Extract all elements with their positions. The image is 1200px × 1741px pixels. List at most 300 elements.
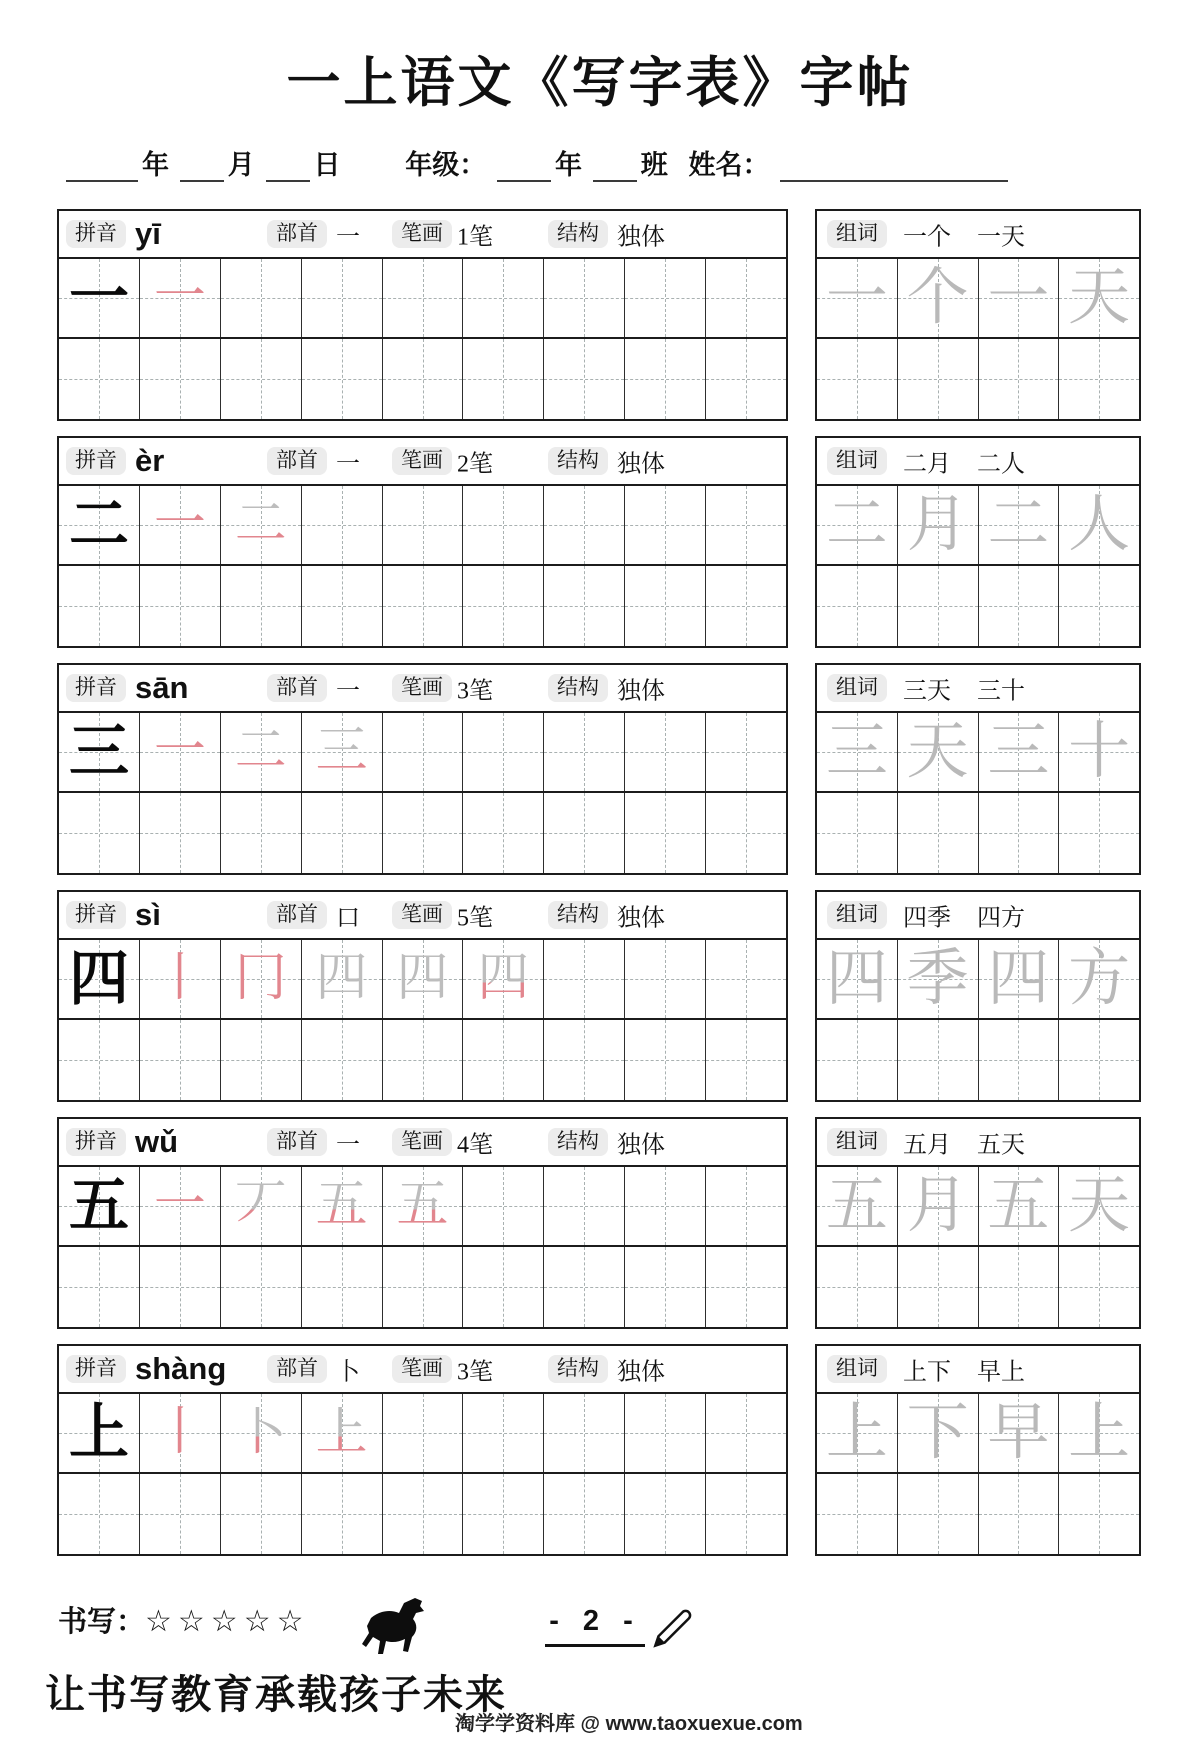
practice-cell [625, 1020, 706, 1100]
stroke-step-glyph: 三 [315, 723, 368, 780]
practice-cell [221, 1020, 302, 1100]
word-trace-cell [898, 486, 979, 564]
trace-glyph: 天 [906, 718, 969, 786]
trace-glyph: 一 [987, 264, 1050, 332]
watermark-text: 淘学学资料库 @ www.taoxuexue.com [455, 1713, 803, 1735]
practice-cell [1059, 1474, 1139, 1554]
practice-cell [898, 566, 979, 646]
word-pair [903, 671, 1051, 706]
word-trace-cell [898, 713, 979, 791]
stroke-order-cell [140, 713, 221, 791]
practice-cell [979, 1474, 1060, 1554]
slogan-text: 让书写教育承载孩子未来 [45, 1673, 507, 1717]
day-label: 日 [313, 150, 341, 180]
pinyin-badge: 拼音 [66, 674, 126, 702]
practice-cell [59, 566, 140, 646]
practice-cell [898, 1247, 979, 1327]
stroke-order-cell [302, 713, 383, 791]
stroke-step-glyph: 卜 [234, 1404, 287, 1461]
stroke-order-cell [221, 1394, 302, 1472]
pinyin-badge: 拼音 [66, 447, 126, 475]
word-trace-cell [1059, 486, 1139, 564]
trace-glyph: 三 [987, 718, 1050, 786]
practice-header [59, 665, 786, 713]
radical-badge: 部首 [267, 447, 327, 475]
structure-badge: 结构 [548, 1128, 608, 1156]
practice-cell [383, 1474, 464, 1554]
practice-cell [706, 1020, 786, 1100]
practice-cell [140, 1474, 221, 1554]
character-sections [57, 209, 1200, 1556]
strokes-value: 4笔 [457, 1132, 493, 1159]
practice-cell [706, 940, 786, 1018]
word: 一个 [903, 224, 951, 251]
strokes-value: 2笔 [457, 451, 493, 478]
pencil-icon [648, 1607, 694, 1658]
words-row [817, 940, 1139, 1020]
word-trace-cell [1059, 259, 1139, 337]
words-badge: 组词 [827, 447, 887, 475]
practice-cell [898, 1020, 979, 1100]
practice-row [59, 259, 786, 339]
practice-cell [221, 259, 302, 337]
practice-header [59, 438, 786, 486]
word-trace-cell [898, 940, 979, 1018]
strokes-badge: 笔画 [392, 1128, 452, 1156]
practice-cell [383, 486, 464, 564]
grade-label: 年级： [405, 150, 487, 180]
structure-badge: 结构 [548, 674, 608, 702]
structure-value: 独体 [617, 1359, 665, 1386]
word-trace-cell [1059, 1394, 1139, 1472]
words-block [815, 1117, 1141, 1329]
word-trace-cell [979, 713, 1060, 791]
practice-cell [302, 1474, 383, 1554]
practice-cell [817, 566, 898, 646]
character-section-五 [57, 1117, 1200, 1329]
stroke-order-cell [221, 1167, 302, 1245]
radical-badge: 部首 [267, 674, 327, 702]
practice-cell [463, 713, 544, 791]
stroke-order-cell [140, 486, 221, 564]
practice-cell [898, 1474, 979, 1554]
date-name-line [62, 143, 1200, 179]
horse-icon [360, 1593, 428, 1668]
practice-row [59, 713, 786, 793]
words-row [817, 1167, 1139, 1247]
words-row [817, 339, 1139, 419]
stroke-order-cell [302, 1167, 383, 1245]
words-block [815, 209, 1141, 421]
character-cell [59, 940, 140, 1018]
practice-cell [625, 1167, 706, 1245]
page-number: - 2 - [549, 1605, 641, 1637]
trace-glyph: 上 [1068, 1399, 1131, 1467]
stroke-order-cell [302, 1394, 383, 1472]
practice-row [59, 1247, 786, 1327]
stroke-order-cell [221, 713, 302, 791]
word-trace-cell [817, 1167, 898, 1245]
practice-header [59, 211, 786, 259]
practice-header [59, 1119, 786, 1167]
structure-badge: 结构 [548, 447, 608, 475]
practice-cell [221, 1474, 302, 1554]
trace-glyph: 下 [906, 1399, 969, 1467]
practice-cell [1059, 566, 1139, 646]
trace-glyph: 月 [906, 491, 969, 559]
practice-cell [463, 339, 544, 419]
word-trace-cell [898, 259, 979, 337]
trace-glyph: 人 [1068, 491, 1131, 559]
practice-cell [383, 1247, 464, 1327]
practice-cell [817, 1020, 898, 1100]
practice-cell [979, 1020, 1060, 1100]
practice-cell [979, 793, 1060, 873]
character-cell [59, 259, 140, 337]
writing-rating [58, 1599, 310, 1640]
practice-cell [302, 793, 383, 873]
trace-glyph: 天 [1068, 264, 1131, 332]
rating-label: 书写： [58, 1606, 146, 1638]
stroke-step-glyph: 四 [315, 950, 368, 1007]
practice-cell [140, 1020, 221, 1100]
practice-cell [544, 1474, 625, 1554]
page-footer [0, 1571, 1200, 1741]
word: 三十 [977, 678, 1025, 705]
words-block [815, 1344, 1141, 1556]
practice-cell [979, 1247, 1060, 1327]
pinyin-value: yī [135, 216, 161, 251]
stroke-order-cell [140, 1167, 221, 1245]
practice-row [59, 940, 786, 1020]
words-row [817, 259, 1139, 339]
word: 四季 [903, 905, 951, 932]
name-blank [780, 158, 1008, 182]
practice-row [59, 793, 786, 873]
words-badge: 组词 [827, 220, 887, 248]
word: 上下 [903, 1359, 951, 1386]
word-trace-cell [979, 259, 1060, 337]
name-label: 姓名： [688, 150, 770, 180]
practice-block [57, 209, 788, 421]
character-glyph: 二 [68, 492, 129, 558]
word: 早上 [977, 1359, 1025, 1386]
practice-cell [383, 259, 464, 337]
trace-glyph: 上 [825, 1399, 888, 1467]
month-label: 月 [227, 150, 255, 180]
practice-cell [706, 1394, 786, 1472]
practice-cell [302, 259, 383, 337]
words-row [817, 1474, 1139, 1554]
practice-cell [706, 1247, 786, 1327]
pinyin-badge: 拼音 [66, 1355, 126, 1383]
structure-value: 独体 [617, 678, 665, 705]
stroke-step-glyph: 四 [396, 950, 449, 1007]
words-badge: 组词 [827, 1355, 887, 1383]
radical-value: 一 [336, 451, 360, 478]
practice-cell [302, 486, 383, 564]
strokes-value: 3笔 [457, 1359, 493, 1386]
structure-value: 独体 [617, 1132, 665, 1159]
character-cell [59, 713, 140, 791]
stroke-order-cell [463, 940, 544, 1018]
word: 二人 [977, 451, 1025, 478]
practice-cell [625, 793, 706, 873]
practice-cell [1059, 793, 1139, 873]
word-pair [903, 898, 1051, 933]
radical-value: 一 [336, 224, 360, 251]
trace-glyph: 天 [1068, 1172, 1131, 1240]
practice-cell [463, 259, 544, 337]
practice-cell [59, 1247, 140, 1327]
practice-cell [383, 1394, 464, 1472]
stroke-order-cell [221, 486, 302, 564]
radical-value: 一 [336, 1132, 360, 1159]
practice-cell [463, 793, 544, 873]
word-trace-cell [817, 486, 898, 564]
word-trace-cell [817, 940, 898, 1018]
practice-cell [140, 339, 221, 419]
practice-cell [544, 1247, 625, 1327]
practice-cell [706, 1474, 786, 1554]
word-trace-cell [1059, 713, 1139, 791]
stroke-step-glyph: 一 [153, 1177, 206, 1234]
words-block [815, 890, 1141, 1102]
practice-block [57, 890, 788, 1102]
practice-cell [221, 339, 302, 419]
structure-badge: 结构 [548, 1355, 608, 1383]
words-badge: 组词 [827, 1128, 887, 1156]
word-trace-cell [817, 259, 898, 337]
practice-cell [544, 486, 625, 564]
words-header [817, 211, 1139, 259]
pinyin-value: sān [135, 670, 189, 705]
words-header [817, 1119, 1139, 1167]
practice-row [59, 566, 786, 646]
practice-cell [625, 1474, 706, 1554]
class-label: 班 [640, 150, 668, 180]
practice-cell [140, 566, 221, 646]
character-cell [59, 486, 140, 564]
words-row [817, 1247, 1139, 1327]
practice-cell [625, 259, 706, 337]
practice-cell [817, 1474, 898, 1554]
radical-badge: 部首 [267, 901, 327, 929]
practice-cell [1059, 1247, 1139, 1327]
character-section-一 [57, 209, 1200, 421]
practice-cell [544, 713, 625, 791]
stroke-step-glyph: 一 [153, 723, 206, 780]
structure-badge: 结构 [548, 901, 608, 929]
practice-row [59, 1020, 786, 1100]
structure-badge: 结构 [548, 220, 608, 248]
character-cell [59, 1167, 140, 1245]
word-trace-cell [817, 713, 898, 791]
character-glyph: 四 [68, 946, 129, 1012]
structure-value: 独体 [617, 224, 665, 251]
practice-cell [463, 1394, 544, 1472]
date-year-blank [66, 158, 138, 182]
word-trace-cell [979, 1167, 1060, 1245]
word-pair [903, 1125, 1051, 1160]
practice-cell [706, 1167, 786, 1245]
word-pair [903, 217, 1051, 252]
trace-glyph: 月 [906, 1172, 969, 1240]
practice-cell [59, 1020, 140, 1100]
strokes-badge: 笔画 [392, 447, 452, 475]
page-title: 一上语文《写字表》字帖 [286, 53, 914, 113]
practice-cell [544, 259, 625, 337]
trace-glyph: 五 [987, 1172, 1050, 1240]
words-block [815, 663, 1141, 875]
stroke-order-cell [383, 940, 464, 1018]
words-header [817, 1346, 1139, 1394]
stroke-step-glyph: 二 [234, 496, 287, 553]
practice-cell [817, 1247, 898, 1327]
stroke-step-glyph: 一 [153, 269, 206, 326]
words-row [817, 793, 1139, 873]
word-trace-cell [979, 1394, 1060, 1472]
practice-cell [625, 566, 706, 646]
practice-cell [625, 713, 706, 791]
trace-glyph: 季 [906, 945, 969, 1013]
character-glyph: 上 [68, 1400, 129, 1466]
stroke-step-glyph: 丆 [234, 1177, 287, 1234]
date-day-blank [266, 158, 310, 182]
practice-cell [463, 1474, 544, 1554]
practice-cell [544, 566, 625, 646]
practice-block [57, 436, 788, 648]
stroke-order-cell [302, 940, 383, 1018]
character-section-二 [57, 436, 1200, 648]
strokes-badge: 笔画 [392, 901, 452, 929]
practice-cell [1059, 339, 1139, 419]
practice-cell [383, 793, 464, 873]
word: 五天 [977, 1132, 1025, 1159]
practice-cell [221, 1247, 302, 1327]
words-badge: 组词 [827, 674, 887, 702]
trace-glyph: 三 [825, 718, 888, 786]
word-pair [903, 1352, 1051, 1387]
practice-cell [979, 566, 1060, 646]
pinyin-badge: 拼音 [66, 901, 126, 929]
practice-row [59, 1394, 786, 1474]
page-number-underline [545, 1644, 645, 1647]
character-section-三 [57, 663, 1200, 875]
structure-value: 独体 [617, 905, 665, 932]
practice-cell [140, 1247, 221, 1327]
practice-cell [544, 793, 625, 873]
trace-glyph: 四 [825, 945, 888, 1013]
practice-cell [706, 566, 786, 646]
word-trace-cell [898, 1167, 979, 1245]
practice-cell [544, 940, 625, 1018]
strokes-badge: 笔画 [392, 220, 452, 248]
practice-cell [544, 1167, 625, 1245]
practice-cell [979, 339, 1060, 419]
pinyin-value: wǔ [135, 1124, 179, 1159]
trace-glyph: 二 [987, 491, 1050, 559]
word-pair [903, 444, 1051, 479]
stroke-step-glyph: 冂 [234, 950, 287, 1007]
practice-row [59, 486, 786, 566]
word-trace-cell [979, 940, 1060, 1018]
stroke-step-glyph: 五 [315, 1177, 368, 1234]
pinyin-value: èr [135, 443, 165, 478]
words-row [817, 486, 1139, 566]
practice-block [57, 663, 788, 875]
words-badge: 组词 [827, 901, 887, 929]
practice-cell [221, 566, 302, 646]
words-row [817, 713, 1139, 793]
trace-glyph: 二 [825, 491, 888, 559]
practice-cell [221, 793, 302, 873]
practice-header [59, 892, 786, 940]
strokes-value: 1笔 [457, 224, 493, 251]
radical-value: 一 [336, 678, 360, 705]
stroke-step-glyph: 丨 [153, 950, 206, 1007]
practice-cell [463, 1167, 544, 1245]
practice-cell [463, 566, 544, 646]
practice-block [57, 1117, 788, 1329]
practice-cell [706, 713, 786, 791]
practice-cell [1059, 1020, 1139, 1100]
pinyin-value: shàng [135, 1351, 227, 1386]
pinyin-value: sì [135, 897, 161, 932]
practice-row [59, 1167, 786, 1247]
practice-cell [383, 1020, 464, 1100]
practice-cell [302, 1020, 383, 1100]
word-trace-cell [1059, 1167, 1139, 1245]
word-trace-cell [817, 1394, 898, 1472]
words-row [817, 566, 1139, 646]
practice-cell [140, 793, 221, 873]
trace-glyph: 一 [825, 264, 888, 332]
practice-cell [898, 339, 979, 419]
character-glyph: 五 [68, 1173, 129, 1239]
words-row [817, 1020, 1139, 1100]
word-trace-cell [979, 486, 1060, 564]
practice-cell [817, 793, 898, 873]
radical-badge: 部首 [267, 1355, 327, 1383]
strokes-badge: 笔画 [392, 1355, 452, 1383]
practice-cell [625, 339, 706, 419]
practice-cell [59, 339, 140, 419]
rating-stars: ☆☆☆☆☆ [145, 1604, 310, 1639]
character-glyph: 三 [68, 719, 129, 785]
words-header [817, 665, 1139, 713]
character-cell [59, 1394, 140, 1472]
stroke-order-cell [140, 1394, 221, 1472]
stroke-order-cell [140, 259, 221, 337]
strokes-value: 5笔 [457, 905, 493, 932]
practice-cell [463, 1020, 544, 1100]
radical-badge: 部首 [267, 1128, 327, 1156]
word: 五月 [903, 1132, 951, 1159]
structure-value: 独体 [617, 451, 665, 478]
radical-badge: 部首 [267, 220, 327, 248]
word-trace-cell [1059, 940, 1139, 1018]
practice-cell [898, 793, 979, 873]
date-month-blank [180, 158, 224, 182]
strokes-badge: 笔画 [392, 674, 452, 702]
strokes-value: 3笔 [457, 678, 493, 705]
stroke-order-cell [383, 1167, 464, 1245]
practice-cell [302, 566, 383, 646]
radical-value: 卜 [336, 1359, 360, 1386]
practice-cell [625, 486, 706, 564]
practice-cell [302, 1247, 383, 1327]
